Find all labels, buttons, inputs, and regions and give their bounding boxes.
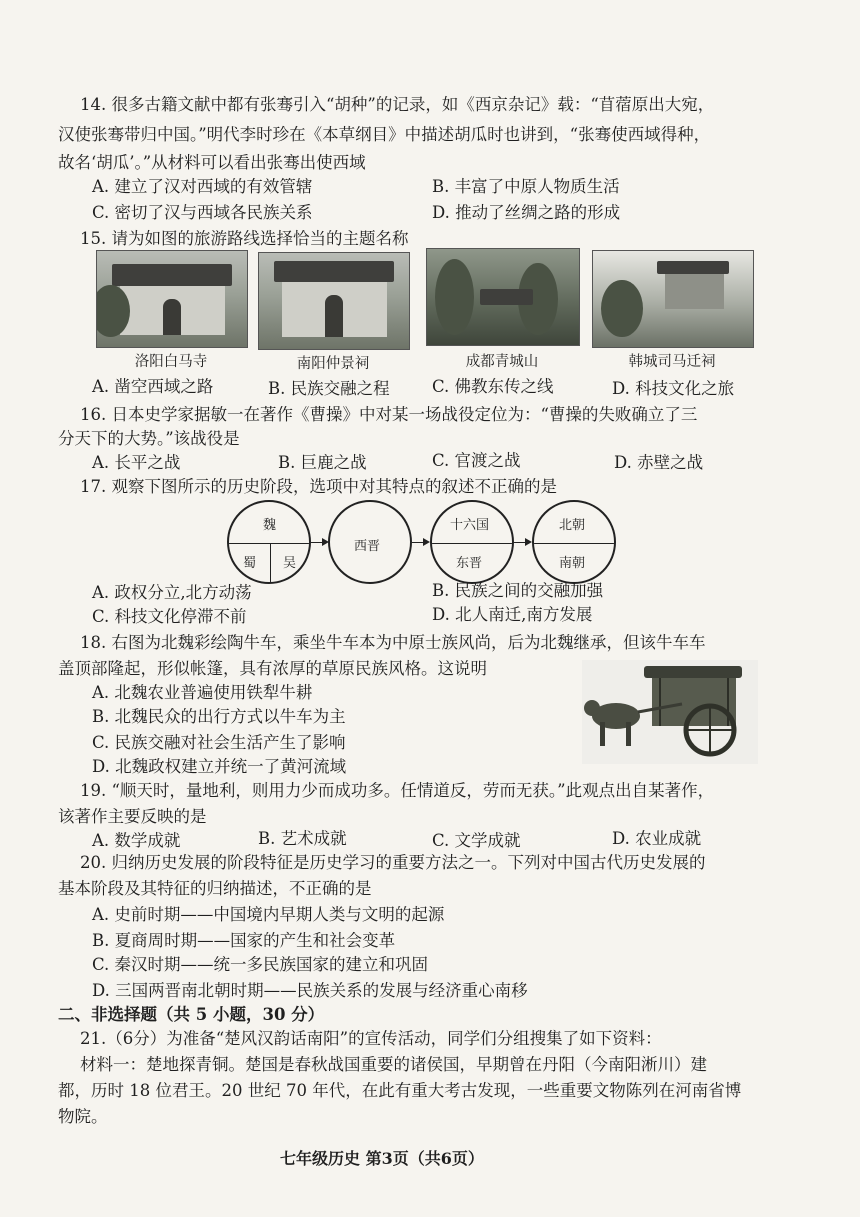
arrow-2 <box>412 542 428 543</box>
q14-option-b: B. 丰富了中原人物质生活 <box>432 177 620 196</box>
q21-material1-line2: 都，历时 18 位君王。20 世纪 70 年代，在此有重大考古发现，一些重要文物陈列在河南省博 <box>58 1081 742 1100</box>
q15-option-c: C. 佛教东传之线 <box>432 377 554 396</box>
q17-option-a: A. 政权分立,北方动荡 <box>92 583 252 602</box>
q18-option-c: C. 民族交融对社会生活产生了影响 <box>92 733 346 752</box>
label-sixteen-kingdoms: 十六国 <box>450 518 490 533</box>
q16-option-c: C. 官渡之战 <box>432 451 521 470</box>
q18-option-d: D. 北魏政权建立并统一了黄河流域 <box>92 757 347 776</box>
q16-option-a: A. 长平之战 <box>92 453 181 472</box>
q16-stem-line2: 分天下的大势。”该战役是 <box>58 429 240 448</box>
q15-option-b: B. 民族交融之程 <box>268 379 390 398</box>
q20-stem-line2: 基本阶段及其特征的归纳描述，不正确的是 <box>58 879 372 898</box>
q17-option-c: C. 科技文化停滞不前 <box>92 607 247 626</box>
q20-option-a: A. 史前时期——中国境内早期人类与文明的起源 <box>92 905 445 924</box>
q14-option-a: A. 建立了汉对西域的有效管辖 <box>92 177 313 196</box>
label-western-jin: 西晋 <box>354 539 381 554</box>
q14-stem-line3: 故名‘胡瓜’。”从材料可以看出张骞出使西域 <box>58 153 366 172</box>
caption-zhongjing-shrine: 南阳仲景祠 <box>296 356 370 372</box>
q19-option-a: A. 数学成就 <box>92 831 181 850</box>
section-heading: 二、非选择题（共 5 小题，30 分） <box>58 1005 325 1024</box>
period-circle-three-kingdoms <box>227 500 311 584</box>
photo-zhongjing-shrine <box>258 252 410 350</box>
q19-option-c: C. 文学成就 <box>432 831 521 850</box>
q16-option-b: B. 巨鹿之战 <box>278 453 367 472</box>
q17-option-d: D. 北人南迁,南方发展 <box>432 605 593 624</box>
q14-stem-line1: 14. 很多古籍文献中都有张骞引入“胡种”的记录，如《西京杂记》载：“苜蓿原出大宛， <box>80 95 715 114</box>
period-circle-southern-northern <box>532 500 616 584</box>
caption-simaqian-shrine: 韩城司马迁祠 <box>628 354 716 370</box>
q21-material1-line3: 物院。 <box>58 1107 108 1126</box>
ox-cart-image <box>582 660 758 764</box>
q19-option-d: D. 农业成就 <box>612 829 702 848</box>
q15-stem: 15. 请为如图的旅游路线选择恰当的主题名称 <box>80 229 409 248</box>
q16-stem-line1: 16. 日本史学家据敏一在著作《曹操》中对某一场战役定位为：“曹操的失败确立了三 <box>80 405 698 424</box>
q14-option-d: D. 推动了丝绸之路的形成 <box>432 203 621 222</box>
q16-option-d: D. 赤壁之战 <box>614 453 704 472</box>
label-shu: 蜀 <box>243 556 257 571</box>
q18-option-b: B. 北魏民众的出行方式以牛车为主 <box>92 707 346 726</box>
label-eastern-jin: 东晋 <box>456 556 483 571</box>
q20-option-d: D. 三国两晋南北朝时期——民族关系的发展与经济重心南移 <box>92 981 528 1000</box>
period-circle-eastern-jin <box>430 500 514 584</box>
q21-material1-line1: 材料一：楚地探青铜。楚国是春秋战国重要的诸侯国，早期曾在丹阳（今南阳淅川）建 <box>80 1055 707 1074</box>
q19-stem-line2: 该著作主要反映的是 <box>58 807 207 826</box>
q18-option-a: A. 北魏农业普遍使用铁犁牛耕 <box>92 683 313 702</box>
page-footer: 七年级历史 第3页（共6页） <box>280 1149 484 1168</box>
q18-stem-line2: 盖顶部隆起，形似帐篷，具有浓厚的草原民族风格。这说明 <box>58 659 487 678</box>
q17-stem: 17. 观察下图所示的历史阶段，选项中对其特点的叙述不正确的是 <box>80 477 557 496</box>
caption-baima-temple: 洛阳白马寺 <box>134 354 208 370</box>
q20-option-b: B. 夏商周时期——国家的产生和社会变革 <box>92 931 396 950</box>
caption-qingcheng-mountain: 成都青城山 <box>465 354 539 370</box>
arrow-3 <box>514 542 530 543</box>
photo-baima-temple <box>96 250 248 348</box>
q20-stem-line1: 20. 归纳历史发展的阶段特征是历史学习的重要方法之一。下列对中国古代历史发展的 <box>80 853 706 872</box>
label-northern-dynasties: 北朝 <box>559 518 586 533</box>
q17-option-b: B. 民族之间的交融加强 <box>432 581 604 600</box>
q21-stem: 21.（6分）为准备“楚风汉韵话南阳”的宣传活动，同学们分组搜集了如下资料： <box>80 1029 662 1048</box>
period-circle-western-jin <box>328 500 412 584</box>
q20-option-c: C. 秦汉时期——统一多民族国家的建立和巩固 <box>92 955 429 974</box>
photo-qingcheng-mountain <box>426 248 580 346</box>
q14-stem-line2: 汉使张骞带归中国。”明代李时珍在《本草纲目》中描述胡瓜时也讲到，“张骞使西域得种， <box>58 125 711 144</box>
q14-option-c: C. 密切了汉与西域各民族关系 <box>92 203 313 222</box>
q18-stem-line1: 18. 右图为北魏彩绘陶牛车，乘坐牛车本为中原士族风尚，后为北魏继承，但该牛车车 <box>80 633 706 652</box>
q19-stem-line1: 19. “顺天时，量地利，则用力少而成功多。任情道反，劳而无获。”此观点出自某著作， <box>80 781 715 800</box>
photo-simaqian-shrine <box>592 250 754 348</box>
label-southern-dynasties: 南朝 <box>559 556 586 571</box>
q19-option-b: B. 艺术成就 <box>258 829 347 848</box>
label-wu: 吴 <box>283 556 297 571</box>
label-wei: 魏 <box>263 518 277 533</box>
arrow-1 <box>311 542 327 543</box>
q15-option-a: A. 凿空西域之路 <box>92 377 214 396</box>
q15-option-d: D. 科技文化之旅 <box>612 379 735 398</box>
